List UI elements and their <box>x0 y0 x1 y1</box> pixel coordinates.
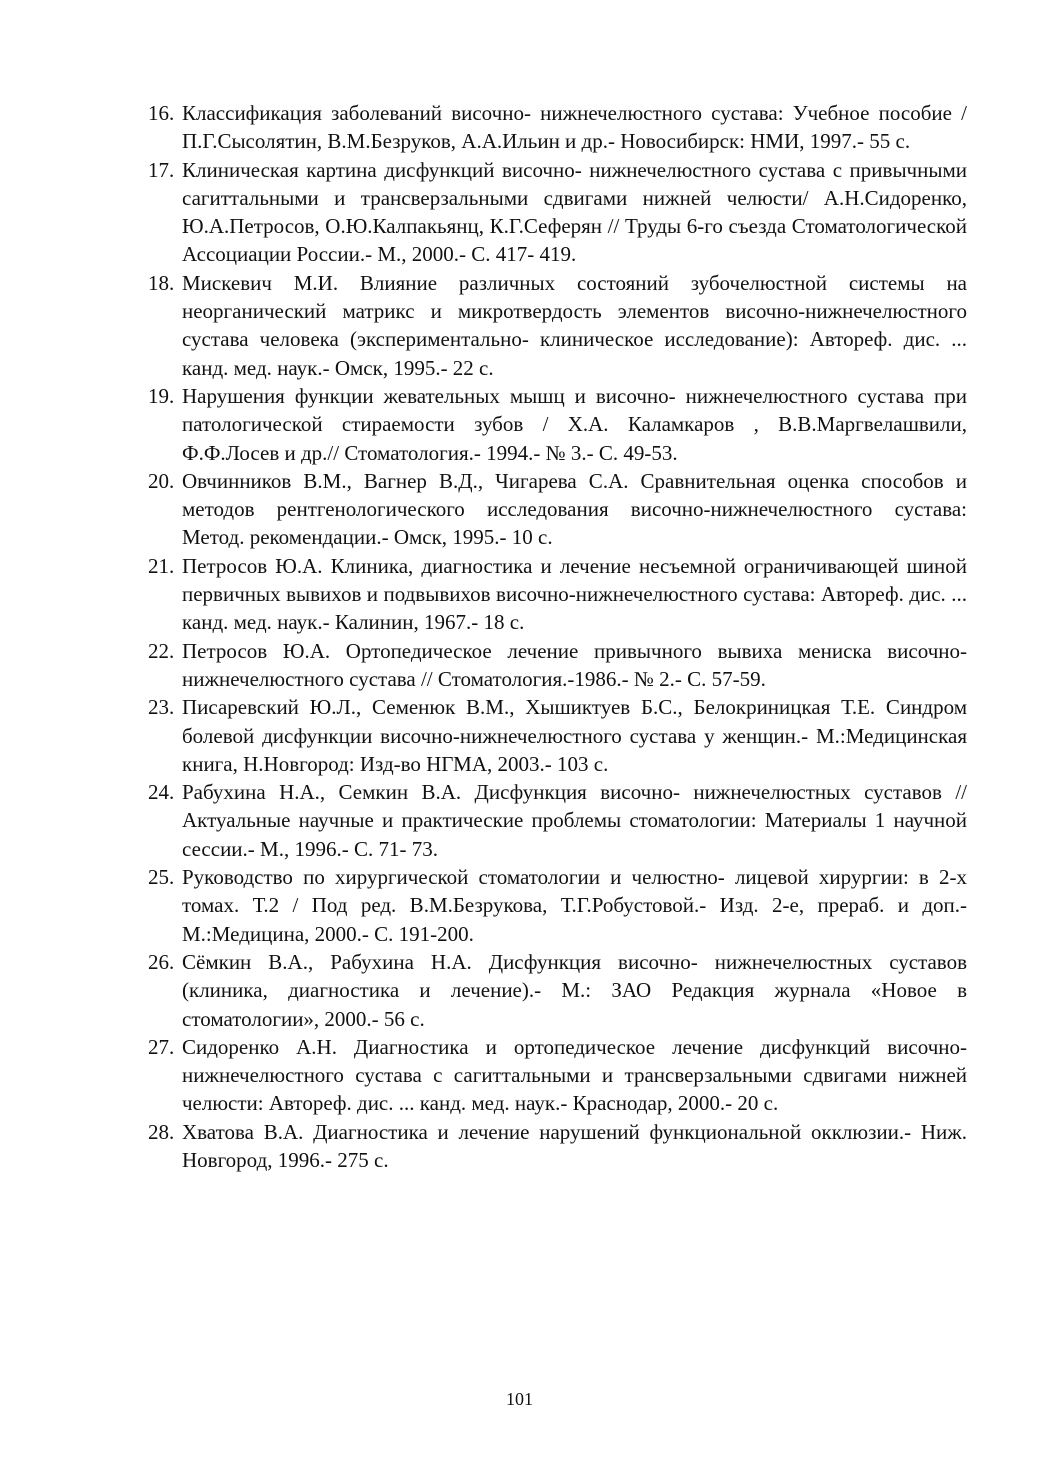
reference-item <box>148 1118 967 1175</box>
reference-text: Сидоренко А.Н. Диагностика и ортопедическое лечение дисфункций височно- нижнечелюстного сустава с сагиттальными и трансверзальными сдвигами нижней челюсти: Автореф. дис. ... канд. мед. наук.- Краснодар, 2000.- 20 с. <box>182 1034 967 1116</box>
reference-item <box>148 467 967 552</box>
reference-number: 26. <box>148 949 175 974</box>
reference-text: Рабухина Н.А., Семкин В.А. Дисфункция височно- нижнечелюстных суставов // Актуальные научные и практические проблемы стоматологии: Материалы 1 научной сессии.- М., 1996.- С. 71- 73. <box>182 780 967 861</box>
reference-number: 28. <box>148 1119 175 1144</box>
reference-number: 24. <box>148 780 175 805</box>
reference-number: 16. <box>148 101 175 125</box>
reference-number: 21. <box>148 553 175 578</box>
reference-text: Клиническая картина дисфункций височно- нижнечелюстного сустава с привычными сагиттальными и трансверзальными сдвигами нижней челюсти/ А.Н.Сидоренко, Ю.А.Петросов, О.Ю.Калпакьянц, К.Г.Сеферян // Труды 6-го съезда Стоматологической Ассоциации России.- М., 2000.- С. 417- 419. <box>182 157 967 267</box>
reference-number: 20. <box>148 468 175 493</box>
reference-item <box>148 156 967 269</box>
reference-item <box>148 269 967 382</box>
reference-text: Петросов Ю.А. Ортопедическое лечение привычного вывиха мениска височно- нижнечелюстного сустава // Стоматология.-1986.- № 2.- С. 57-59. <box>182 638 967 691</box>
reference-text: Писаревский Ю.Л., Семенюк В.М., Хышиктуев Б.С., Белокриницкая Т.Е. Синдром болевой дисфункции височно-нижнечелюстного сустава у женщин.- М.:Медицинская книга, Н.Новгород: Изд-во НГМА, 2003.- 103 с. <box>182 695 967 776</box>
reference-list <box>148 99 967 1174</box>
reference-text: Классификация заболеваний височно- нижнечелюстного сустава: Учебное пособие / П.Г.Сысолятин, В.М.Безруков, А.А.Ильин и др.- Новосибирск: НМИ, 1997.- 55 с. <box>182 101 967 154</box>
reference-text: Нарушения функции жевательных мышц и височно- нижнечелюстного сустава при патологической стираемости зубов / Х.А. Каламкаров , В.В.Маргвелашвили, Ф.Ф.Лосев и др.// Стоматология.- 1994.- № 3.- С. 49-53. <box>182 383 967 465</box>
reference-text: Хватова В.А. Диагностика и лечение нарушений функциональной окклюзии.- Ниж. Новгород, 1996.- 275 с. <box>182 1119 967 1172</box>
page-number: 101 <box>506 1389 533 1409</box>
reference-number: 25. <box>148 865 175 890</box>
reference-item <box>148 693 967 778</box>
reference-text: Руководство по хирургической стоматологии и челюстно- лицевой хирургии: в 2-х томах. Т.2 / Под ред. В.М.Безрукова, Т.Г.Робустовой.- Изд. 2-е, прераб. и доп.- М.:Медицина, 2000.- С. 191-200. <box>182 865 967 946</box>
reference-number: 23. <box>148 695 175 720</box>
reference-number: 22. <box>148 638 175 663</box>
reference-number: 18. <box>148 270 175 295</box>
reference-item <box>148 863 967 948</box>
reference-item <box>148 552 967 637</box>
reference-text: Сёмкин В.А., Рабухина Н.А. Дисфункция височно- нижнечелюстных суставов (клиника, диагностика и лечение).- М.: ЗАО Редакция журнала «Новое в стоматологии», 2000.- 56 с. <box>182 949 967 1031</box>
reference-number: 19. <box>148 383 175 408</box>
reference-item <box>148 948 967 1033</box>
reference-item <box>148 382 967 467</box>
reference-text: Петросов Ю.А. Клиника, диагностика и лечение несъемной ограничивающей шиной первичных вывихов и подвывихов височно-нижнечелюстного сустава: Автореф. дис. ... канд. мед. наук.- Калинин, 1967.- 18 с. <box>182 553 967 635</box>
reference-number: 27. <box>148 1034 175 1059</box>
reference-text: Овчинников В.М., Вагнер В.Д., Чигарева С.А. Сравнительная оценка способов и методов рентгенологического исследования височно-нижнечелюстного сустава: Метод. рекомендации.- Омск, 1995.- 10 с. <box>182 468 967 550</box>
reference-text: Мискевич М.И. Влияние различных состояний зубочелюстной системы на неорганический матрикс и микротвердость элементов височно-нижнечелюстного сустава человека (экспериментально- клиническое исследование): Автореф. дис. ... канд. мед. наук.- Омск, 1995.- 22 с. <box>182 270 967 380</box>
reference-item <box>148 637 967 694</box>
reference-number: 17. <box>148 157 175 182</box>
reference-item <box>148 99 967 156</box>
reference-item <box>148 778 967 863</box>
reference-item <box>148 1033 967 1118</box>
